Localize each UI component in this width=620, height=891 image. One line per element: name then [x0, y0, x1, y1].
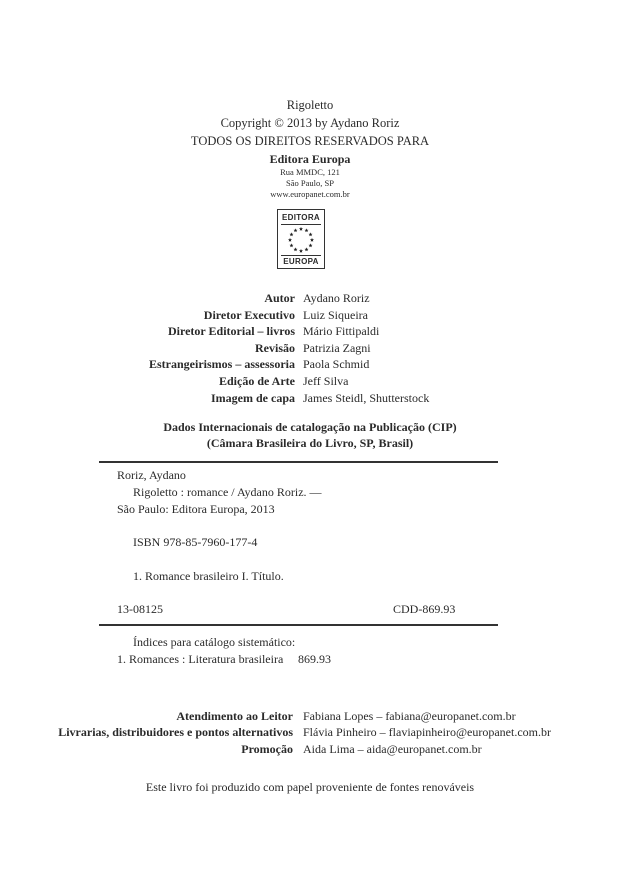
- contact-label: Promoção: [241, 741, 293, 756]
- publisher-address-1: Rua MMDC, 121: [280, 167, 340, 177]
- credit-label: Diretor Executivo: [203, 307, 295, 322]
- cip-subheading: (Câmara Brasileira do Livro, SP, Brasil): [206, 436, 414, 450]
- credit-label: Estrangeirismos – assessoria: [149, 357, 295, 372]
- contact-value: Flávia Pinheiro – flaviapinheiro@europanet.com.br: [303, 725, 551, 740]
- logo-star: [305, 247, 309, 251]
- cip-bottom-rule: [99, 624, 498, 626]
- credit-row: [0, 324, 620, 341]
- credit-value: Mário Fittipaldi: [303, 324, 380, 339]
- logo-star: [289, 243, 293, 247]
- logo-bottom-text: EUROPA: [283, 257, 319, 266]
- logo-star: [310, 238, 314, 242]
- credit-row: [0, 291, 620, 308]
- logo-star: [299, 227, 303, 231]
- cip-subject: 1. Romance brasileiro I. Título.: [133, 569, 284, 583]
- credit-label: Diretor Editorial – livros: [168, 324, 295, 339]
- cip-title-line: Rigoletto : romance / Aydano Roriz. —: [133, 485, 322, 499]
- logo-star: [305, 228, 309, 232]
- editora-europa-logo: [277, 209, 325, 269]
- publisher-name: Editora Europa: [269, 152, 351, 166]
- logo-divider: [281, 255, 321, 256]
- contact-row: [0, 725, 620, 741]
- eu-stars-circle-icon: [285, 225, 317, 255]
- credit-label: Imagem de capa: [211, 390, 295, 405]
- credit-value: Paola Schmid: [303, 357, 370, 372]
- logo-star: [309, 232, 313, 236]
- credit-row: [0, 357, 620, 374]
- book-title: Rigoletto: [286, 98, 334, 112]
- logo-star: [288, 238, 292, 242]
- cip-imprint: São Paulo: Editora Europa, 2013: [117, 502, 275, 516]
- contact-list: [0, 709, 620, 758]
- contact-value: Fabiana Lopes – fabiana@europanet.com.br: [303, 709, 516, 723]
- credit-row: [0, 374, 620, 391]
- index-entry: 1. Romances : Literatura brasileira: [117, 652, 284, 666]
- logo-star: [294, 247, 298, 251]
- contact-row: [0, 742, 620, 758]
- cip-isbn: ISBN 978-85-7960-177-4: [133, 535, 258, 549]
- credit-value: Patrizia Zagni: [303, 340, 371, 355]
- credit-value: Jeff Silva: [303, 373, 349, 388]
- index-number: 869.93: [298, 652, 331, 666]
- cip-top-rule: [99, 461, 498, 463]
- credit-value: Aydano Roriz: [303, 291, 370, 305]
- credits-list: [0, 291, 620, 407]
- logo-top-text: EDITORA: [282, 213, 320, 222]
- cip-heading: Dados Internacionais de catalogação na Publicação (CIP): [163, 420, 457, 434]
- publisher-address-2: São Paulo, SP: [286, 178, 334, 188]
- logo-star: [294, 228, 298, 232]
- contact-label: Atendimento ao Leitor: [176, 709, 293, 723]
- logo-star: [309, 243, 313, 247]
- cip-author: Roriz, Aydano: [117, 468, 186, 482]
- credit-label: Edição de Arte: [219, 373, 295, 388]
- credit-row: [0, 391, 620, 408]
- rights-line: TODOS OS DIREITOS RESERVADOS PARA: [190, 134, 430, 148]
- footer-note: Este livro foi produzido com papel proveniente de fontes renováveis: [145, 780, 475, 794]
- index-heading: Índices para catálogo sistemático:: [133, 635, 296, 649]
- credit-row: [0, 308, 620, 325]
- contact-value: Aida Lima – aida@europanet.com.br: [303, 741, 482, 756]
- logo-star: [299, 249, 303, 253]
- cip-cdd: CDD-869.93: [393, 602, 456, 616]
- credit-label: Revisão: [255, 340, 295, 355]
- cip-number: 13-08125: [117, 602, 163, 616]
- publisher-website: www.europanet.com.br: [270, 189, 350, 199]
- credit-label: Autor: [264, 291, 295, 305]
- credit-row: [0, 341, 620, 358]
- credit-value: James Steidl, Shutterstock: [303, 390, 430, 405]
- logo-star: [289, 232, 293, 236]
- copyright-line: Copyright © 2013 by Aydano Roriz: [220, 116, 400, 130]
- contact-label: Livrarias, distribuidores e pontos alternativos: [58, 725, 293, 740]
- credit-value: Luiz Siqueira: [303, 307, 368, 322]
- contact-row: [0, 709, 620, 725]
